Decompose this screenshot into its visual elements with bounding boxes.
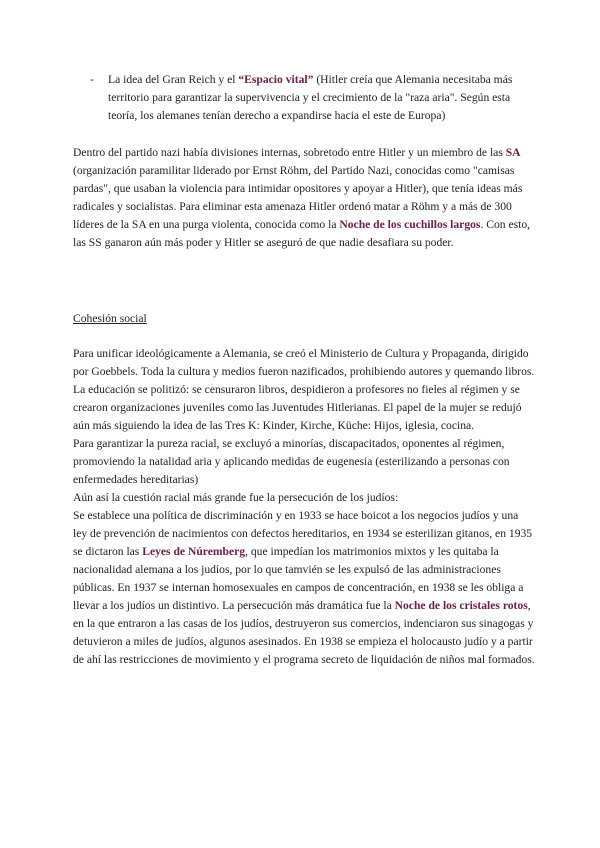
highlight-sa: SA	[505, 146, 521, 159]
paragraph-educacion: La educación se politizó: se censuraron libros, despidieron a profesores no fieles al régimen y se crearon organizaciones juveniles como las Juventudes Hitlerianas. El papel de la mujer se redujó aún más siguiendo la idea de las Tres K: Kinder, Kirche, Küche: Hijos, iglesia, cocina.	[73, 383, 522, 432]
paragraph-divisiones-internas	[73, 144, 535, 252]
paragraph-cuestion-racial: Aún así la cuestión racial más grande fue la persecución de los judíos:	[73, 491, 399, 504]
para1-text-3: . Con esto, las SS ganaron aún más poder y Hitler se aseguró de que nadie desafiara su poder.	[73, 218, 531, 249]
para1-text-1: Dentro del partido nazi había divisiones internas, sobretodo entre Hitler y un miembro de las	[73, 146, 506, 159]
highlight-leyes-nuremberg: Leyes de Núremberg	[142, 545, 246, 558]
persecucion-text-c: , en la que entraron a las casas de los judíos, destruyeron sus comercios, indenciaron sus sinagogas y detuvieron a miles de judíos, algunos asesinados. En 1938 se empieza el holocausto judío y a partir de ahí las restricciones de movimiento y el programa secreto de liquidación de niños mal formados.	[73, 599, 535, 666]
persecucion-text-a: Se establece una política de discriminación y en 1933 se hace boicot a los negocios judíos y una ley de prevención de nacimientos con defectos hereditarios, en 1934 se esterilizan gitanos, en 1935 se dictaron las	[73, 509, 533, 558]
paragraph-pureza-racial: Para garantizar la pureza racial, se excluyó a minorías, discapacitados, oponentes al régimen, promoviendo la natalidad aria y aplicando medidas de eugenesia (esterilizando a personas con enfermedades hereditarias)	[73, 437, 510, 486]
highlight-noche-cristales-rotos: Noche de los cristales rotos	[394, 599, 528, 612]
paragraph-propaganda: Para unificar ideológicamente a Alemania, se creó el Ministerio de Cultura y Propaganda, dirigido por Goebbels. Toda la cultura y medios fueron nazificados, prohibiendo autores y quemando libros.	[73, 347, 535, 378]
bullet-text	[108, 71, 538, 125]
persecucion-text-b: , que impedían los matrimonios mixtos y les quitaba la nacionalidad alemana a los judíos, por lo que tamvién se les expulsó de las administraciones públicas. En 1937 se internan homosexuales en campos de concentración, en 1938 se les obliga a llevar a los judíos un distintivo. La persecución más dramática fue la	[73, 545, 524, 612]
section-heading-cohesion-social: Cohesión social	[73, 312, 147, 325]
bullet-text-pre: La idea del Gran Reich y el	[108, 73, 239, 86]
section-body-cohesion-social	[73, 345, 535, 669]
highlight-espacio-vital: “Espacio vital”	[238, 73, 314, 86]
highlight-noche-cuchillos-largos: Noche de los cuchillos largos	[339, 218, 481, 231]
paragraph-persecucion-judios	[73, 507, 535, 669]
bullet-dash: -	[90, 73, 94, 86]
para1-text-2: (organización paramilitar liderado por Ernst Röhm, del Partido Nazi, conocidas como "camisas pardas", que usaban la violencia para intimidar opositores y apoyar a Hitler), que tenía ideas más radicales y socialistas. Para eliminar esta amenaza Hitler ordenó matar a Röhm y a más de 300 líderes de la SA en una purga violenta, conocida como la	[73, 164, 523, 231]
bullet-text-post: (Hitler creía que Alemania necesitaba más territorio para garantizar la supervivencia y el crecimiento de la "raza aria". Según esta teoría, los alemanes tenían derecho a expandirse hacia el este de Europa)	[108, 73, 513, 122]
